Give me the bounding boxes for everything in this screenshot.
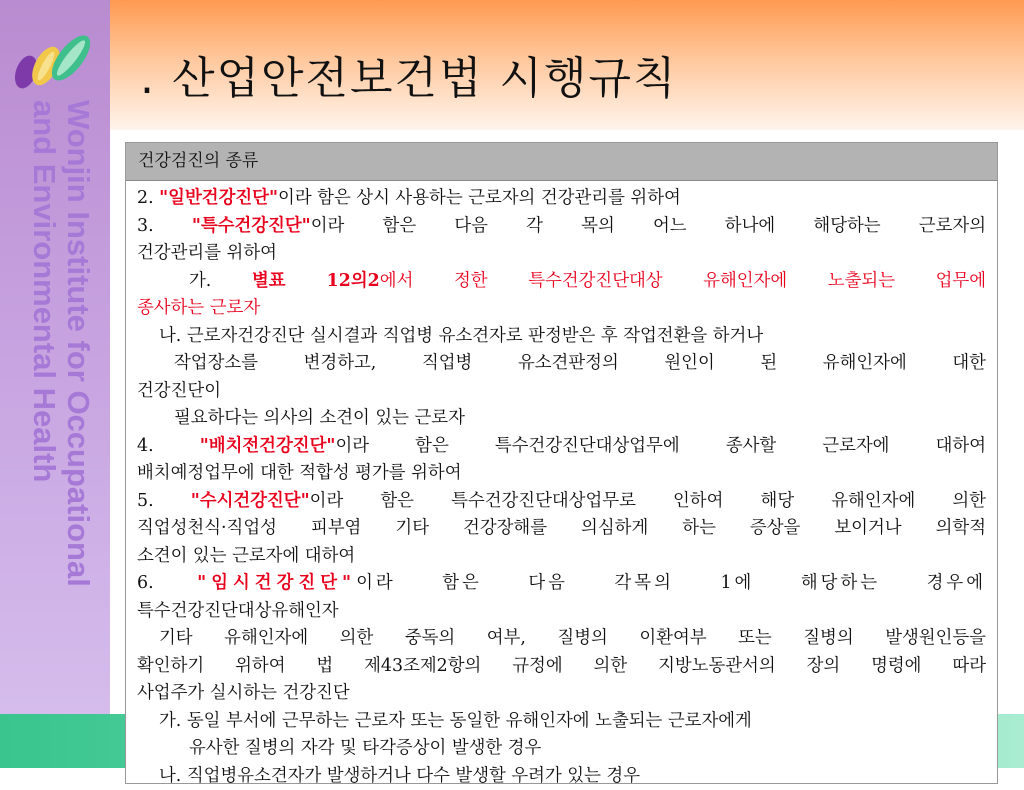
item-3b-line2: 작업장소를 변경하고, 직업병 유소견판정의 원인이 된 유해인자에 대한 [137,350,986,378]
item-6-line1: 기타 유해인자에 의한 중독의 여부, 질병의 이환여부 또는 질병의 발생원인등을 [137,625,986,653]
item-3-text: 이라 함은 다음 각 목의 어느 하나에 해당하는 근로자의 [311,216,986,236]
item-6 [137,570,986,598]
item-3-cont: 건강관리를 위하여 [137,240,986,268]
item-4-cont: 배치예정업무에 대한 적합성 평가를 위하여 [137,460,986,488]
item-3a-text: 에서 정한 특수건강진단대상 유해인자에 노출되는 업무에 [380,271,986,291]
item-6-number: 6. [137,573,197,593]
item-6-line2: 확인하기 위하여 법 제43조제2항의 규정에 의한 지방노동관서의 장의 명령에 따라 [137,653,986,681]
panel-body [126,181,997,790]
item-6-term: "임시건강진단" [197,573,356,593]
item-3a-cont: 종사하는 근로자 [137,295,986,323]
item-5-text: 이라 함은 특수건강진단대상업무로 인하여 해당 유해인자에 의한 [310,491,986,511]
leaf-logo-icon [4,26,108,96]
item-5-cont1: 직업성천식·직업성 피부염 기타 건강장해를 의심하게 하는 증상을 보이거나 의학적 [137,515,986,543]
panel-header: 건강검진의 종류 [126,143,997,181]
item-6a-line1: 가. 동일 부서에 근무하는 근로자 또는 동일한 유해인자에 노출되는 근로자에게 [137,708,986,736]
item-5 [137,488,986,516]
item-3b-line1: 나. 근로자건강진단 실시결과 직업병 유소견자로 판정받은 후 작업전환을 하거나 [137,323,986,351]
item-2 [137,185,986,213]
item-6-text: 이라 함은 다음 각목의 1에 해당하는 경우에 [356,573,986,593]
item-3-term: "특수건강진단" [192,216,311,236]
item-3 [137,213,986,241]
item-3a-number: 가. [189,271,252,291]
item-4-text: 이라 함은 특수건강진단대상업무에 종사할 근로자에 대하여 [335,436,986,456]
item-2-number: 2. [137,188,159,208]
item-5-number: 5. [137,491,191,511]
item-2-term: "일반건강진단" [159,188,278,208]
item-5-term: "수시건강진단" [191,491,310,511]
item-3a-term: 별표 12의2 [252,271,380,291]
institute-name-line1: Wonjin Institute for Occupational [61,100,95,690]
item-6a-line2: 유사한 질병의 자각 및 타각증상이 발생한 경우 [137,735,986,763]
item-3-number: 3. [137,216,192,236]
item-3b-line3: 건강진단이 [137,378,986,406]
slide-title: . 산업안전보건법 시행규칙 [140,42,678,106]
item-5-cont2: 소견이 있는 근로자에 대하여 [137,543,986,571]
item-2-text: 이라 함은 상시 사용하는 근로자의 건강관리를 위하여 [278,188,681,208]
item-4-number: 4. [137,436,200,456]
content-panel [125,142,998,784]
institute-name-vertical [23,100,95,690]
item-6b-line1: 나. 직업병유소견자가 발생하거나 다수 발생할 우려가 있는 경우 [137,763,986,790]
institute-name-line2: and Environmental Health [27,100,61,690]
item-6-line3: 사업주가 실시하는 건강진단 [137,680,986,708]
item-4-term: "배치전건강진단" [200,436,336,456]
item-3b-line4: 필요하다는 의사의 소견이 있는 근로자 [137,405,986,433]
item-6-cont: 특수건강진단대상유해인자 [137,598,986,626]
item-3a [137,268,986,296]
item-4 [137,433,986,461]
